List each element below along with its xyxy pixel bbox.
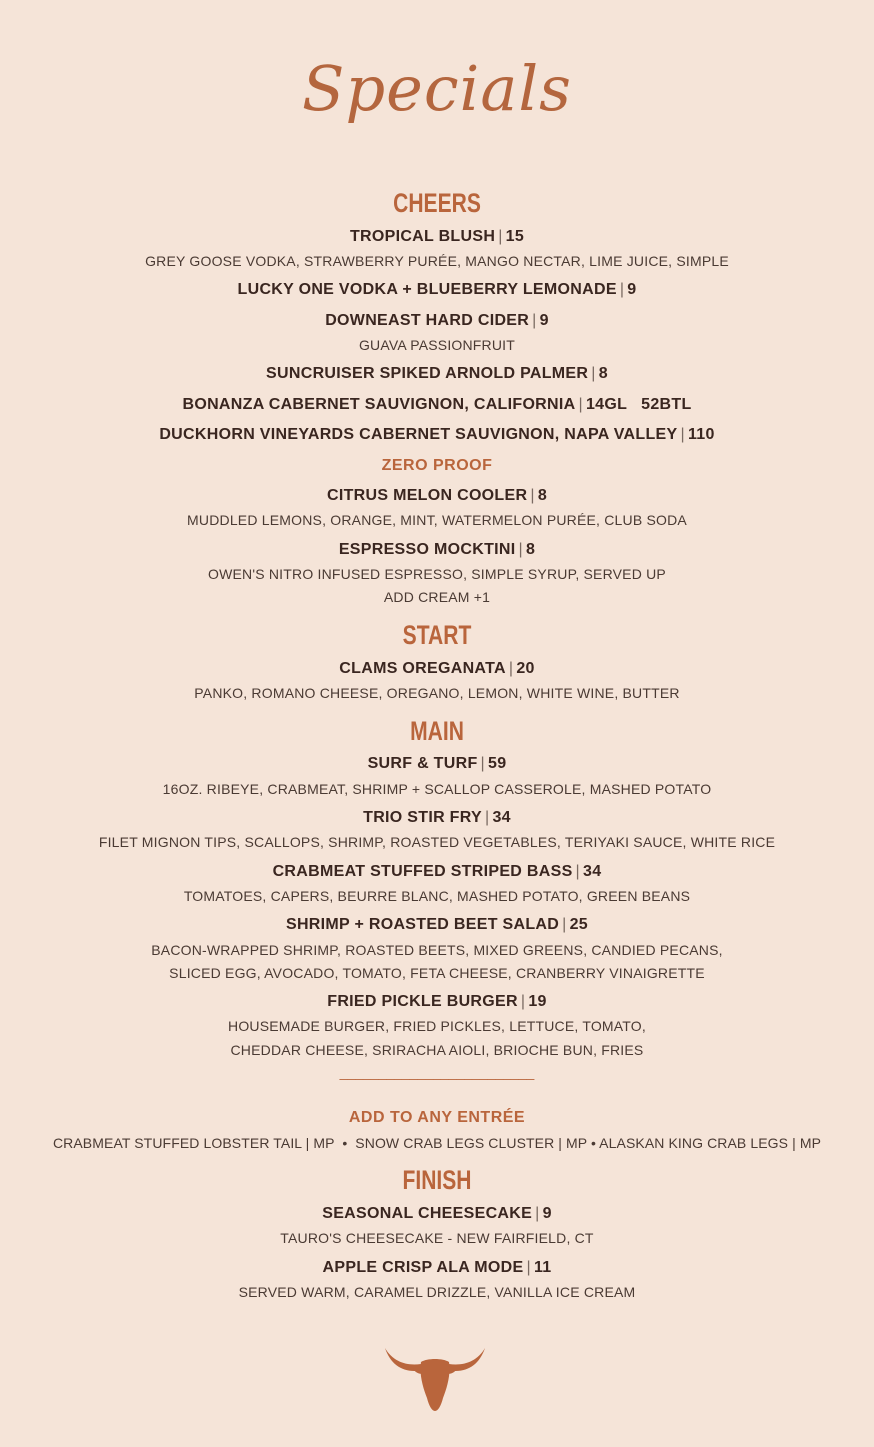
section-heading-cheers: CHEERS [393,188,481,218]
menu-item [0,993,874,1011]
price-separator: | [575,863,581,880]
price-separator: | [535,1205,540,1222]
menu-item [0,396,874,414]
item-name: APPLE CRISP ALA MODE [322,1259,524,1276]
menu-item [0,487,874,505]
item-name: SURF & TURF [367,755,478,772]
section-heading-finish: FINISH [402,1165,472,1195]
divider: _________________________ [339,1064,535,1080]
menu-title: Specials [301,52,573,125]
item-price: 34 [492,809,511,826]
item-description: BACON-WRAPPED SHRIMP, ROASTED BEETS, MIXED GREENS, CANDIED PECANS, [151,942,723,958]
price-separator: | [526,1259,531,1276]
item-description: OWEN'S NITRO INFUSED ESPRESSO, SIMPLE SYRUP, SERVED UP [208,566,666,582]
item-name: FRIED PICKLE BURGER [327,993,518,1010]
item-description: FILET MIGNON TIPS, SCALLOPS, SHRIMP, ROASTED VEGETABLES, TERIYAKI SAUCE, WHITE RICE [98,834,776,850]
item-description: HOUSEMADE BURGER, FRIED PICKLES, LETTUCE, TOMATO, [228,1018,646,1034]
item-name: CRABMEAT STUFFED STRIPED BASS [272,863,573,880]
menu-item [0,916,874,934]
price-separator: | [485,809,490,826]
menu-item [0,809,874,827]
item-name: CLAMS OREGANATA [339,660,506,677]
menu-item [0,228,874,246]
price-separator: | [532,312,537,329]
item-description: GUAVA PASSIONFRUIT [358,337,516,353]
item-description: SERVED WARM, CARAMEL DRIZZLE, VANILLA ICE CREAM [238,1284,636,1300]
price-separator: | [619,281,625,298]
menu-item [0,426,874,444]
subsection-heading-zero-proof: ZERO PROOF [381,457,493,474]
item-description: GREY GOOSE VODKA, STRAWBERRY PURÉE, MANGO NECTAR, LIME JUICE, SIMPLE [145,253,729,269]
item-description-extra: SLICED EGG, AVOCADO, TOMATO, FETA CHEESE, CRANBERRY VINAIGRETTE [169,965,705,981]
item-name: SEASONAL CHEESECAKE [322,1205,533,1222]
menu-item [0,281,874,299]
item-price: 9 [539,312,549,329]
menu-item [0,541,874,559]
add-on-list: CRABMEAT STUFFED LOBSTER TAIL | MP • SNOW CRAB LEGS CLUSTER | MP • ALASKAN KING CRAB LEGS | MP [52,1135,822,1151]
item-name: SHRIMP + ROASTED BEET SALAD [285,916,560,933]
item-name: TROPICAL BLUSH [349,228,496,245]
menu-item [0,755,874,773]
section-heading-main: MAIN [410,716,464,746]
price-separator: | [480,755,486,772]
item-name: SUNCRUISER SPIKED ARNOLD PALMER [266,365,589,382]
item-name: DOWNEAST HARD CIDER [325,312,530,329]
item-name: BONANZA CABERNET SAUVIGNON, CALIFORNIA [182,396,576,413]
item-price: 8 [537,487,548,504]
item-description: 16OZ. RIBEYE, CRABMEAT, SHRIMP + SCALLOP CASSEROLE, MASHED POTATO [162,781,712,797]
menu-item [0,660,874,678]
item-description-extra: CHEDDAR CHEESE, SRIRACHA AIOLI, BRIOCHE BUN, FRIES [230,1042,644,1058]
menu-item [0,312,874,330]
item-price: 11 [533,1259,552,1276]
price-separator: | [680,426,685,443]
price-separator: | [508,660,514,677]
item-price: 8 [525,541,536,558]
section-heading-start: START [402,620,472,650]
item-price: 25 [569,916,589,933]
item-description: TOMATOES, CAPERS, BEURRE BLANC, MASHED POTATO, GREEN BEANS [183,888,691,904]
menu-item [0,1205,874,1223]
price-separator: | [498,228,503,245]
menu-item [0,863,874,881]
item-price: 8 [598,365,608,382]
item-price: 9 [542,1205,552,1222]
item-name: CITRUS MELON COOLER [326,487,528,504]
price-separator: | [562,916,567,933]
item-price: 34 [583,863,602,880]
item-price: 19 [528,993,547,1010]
price-separator: | [530,487,535,504]
menu-item [0,1259,874,1277]
item-description-extra: ADD CREAM +1 [383,589,491,605]
item-price: 110 [687,426,715,443]
item-name: DUCKHORN VINEYARDS CABERNET SAUVIGNON, NAPA VALLEY [159,426,678,443]
price-separator: | [578,396,583,413]
price-separator: | [518,541,523,558]
price-separator: | [591,365,596,382]
menu-item [0,365,874,383]
item-description: TAURO'S CHEESECAKE - NEW FAIRFIELD, CT [280,1230,594,1246]
item-price: 15 [505,228,525,245]
price-separator: | [520,993,526,1010]
item-price: 20 [516,660,535,677]
subsection-heading-add-to-entree: ADD TO ANY ENTRÉE [348,1109,526,1126]
item-price: 14GL 52BTL [585,396,692,413]
item-name: LUCKY ONE VODKA + BLUEBERRY LEMONADE [237,281,617,298]
item-price: 59 [488,755,507,772]
item-description: MUDDLED LEMONS, ORANGE, MINT, WATERMELON PURÉE, CLUB SODA [187,512,687,528]
item-name: TRIO STIR FRY [363,809,482,826]
item-name: ESPRESSO MOCKTINI [338,541,516,558]
item-description: PANKO, ROMANO CHEESE, OREGANO, LEMON, WHITE WINE, BUTTER [194,685,680,701]
longhorn-bull-icon [383,1344,487,1414]
item-price: 9 [627,281,637,298]
